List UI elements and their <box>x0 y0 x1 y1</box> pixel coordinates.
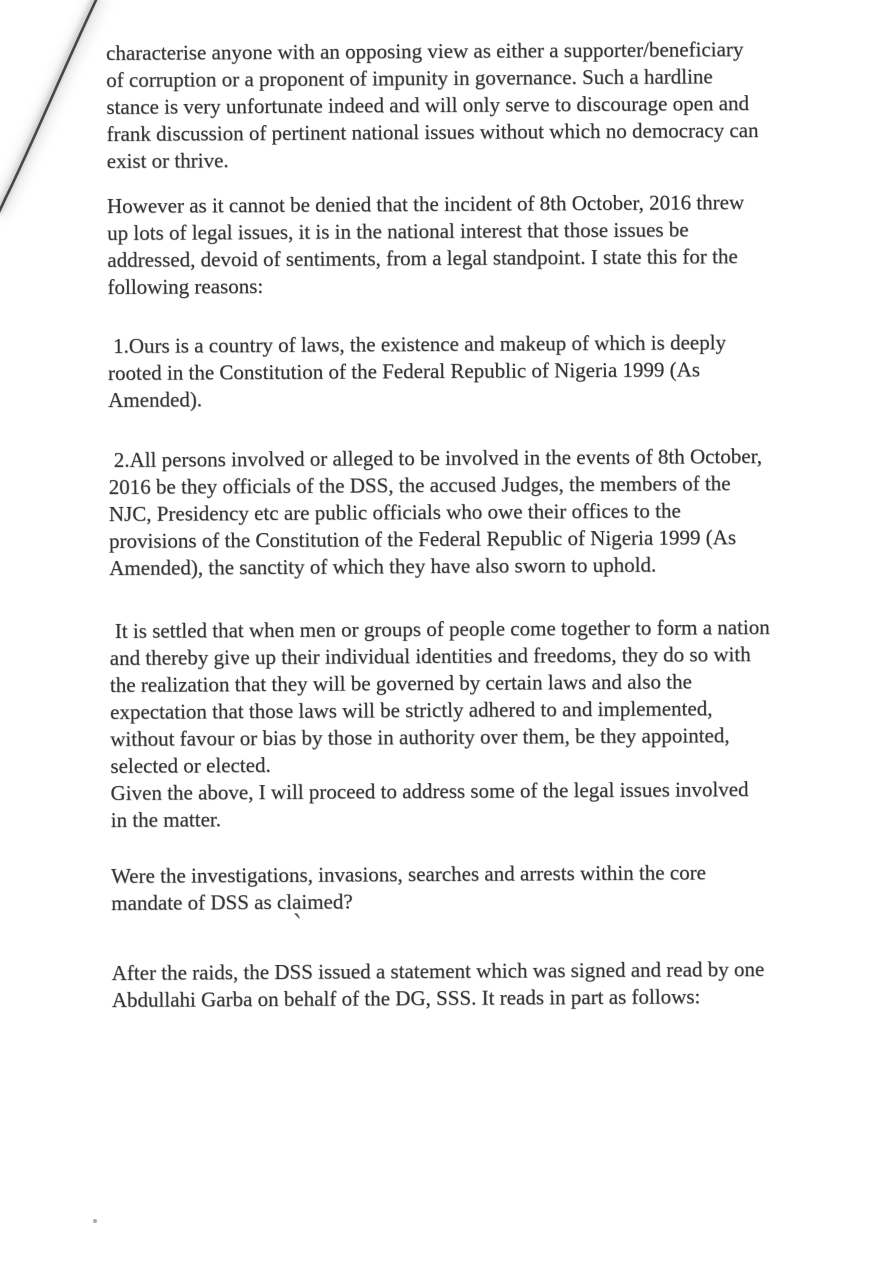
text-line: exist or thrive. <box>106 148 229 173</box>
paragraph-reason-1 <box>108 329 727 414</box>
text-line: following reasons: <box>107 274 264 299</box>
stray-tick-mark: ` <box>288 907 304 942</box>
text-line: characterise anyone with an opposing view as either a supporter/beneficiary <box>106 37 744 65</box>
text-line: frank discussion of pertinent national issues without which no democracy can <box>106 118 759 146</box>
paragraph-reason-2 <box>108 443 762 582</box>
text-line: 2.All persons involved or alleged to be involved in the events of 8th October, <box>108 444 763 472</box>
text-line: mandate of DSS as claimed? <box>111 889 353 915</box>
text-line: It is settled that when men or groups of people come together to form a nation <box>109 614 770 643</box>
text-line: of corruption or a proponent of impunity in governance. Such a hardline <box>106 64 713 92</box>
paragraph-opening-continuation <box>106 36 759 175</box>
text-line: After the raids, the DSS issued a statement which was signed and read by one <box>111 956 765 985</box>
text-line: expectation that those laws will be strictly adhered to and implemented, <box>110 696 713 724</box>
paragraph-however-legal-issues <box>107 189 745 301</box>
text-line: provisions of the Constitution of the Federal Republic of Nigeria 1999 (As <box>108 525 737 553</box>
text-line: Given the above, I will proceed to address some of the legal issues involved <box>110 777 749 805</box>
text-line: in the matter. <box>110 807 222 832</box>
text-line: Amended), the sanctity of which they have also sworn to uphold. <box>109 552 657 580</box>
text-line: the realization that they will be governed by certain laws and also the <box>109 669 692 697</box>
text-line: Abdullahi Garba on behalf of the DG, SSS. It reads in part as follows: <box>111 984 701 1012</box>
text-line: addressed, devoid of sentiments, from a legal standpoint. I state this for the <box>107 244 738 272</box>
text-line: without favour or bias by those in authority over them, be they appointed, <box>110 723 730 751</box>
text-line: Were the investigations, invasions, searches and arrests within the core <box>111 860 707 888</box>
text-line: stance is very unfortunate indeed and will only serve to discourage open and <box>106 91 750 119</box>
text-line: rooted in the Constitution of the Federal Republic of Nigeria 1999 (As <box>107 357 701 385</box>
text-line: Amended). <box>108 387 203 412</box>
paragraph-it-is-settled <box>110 614 771 834</box>
text-line: up lots of legal issues, it is in the national interest that those issues be <box>107 217 689 245</box>
text-line: and thereby give up their individual identities and freedoms, they do so with <box>109 642 751 670</box>
paragraph-question-mandate <box>111 859 706 917</box>
paragraph-after-the-raids <box>112 956 765 1014</box>
text-line: NJC, Presidency etc are public officials who owe their offices to the <box>108 498 681 526</box>
text-line: selected or elected. <box>110 753 271 778</box>
text-line: 1.Ours is a country of laws, the existence and makeup of which is deeply <box>107 330 727 358</box>
scan-speck <box>93 1219 97 1223</box>
text-line: However as it cannot be denied that the incident of 8th October, 2016 threw <box>106 190 745 218</box>
text-line: 2016 be they officials of the DSS, the accused Judges, the members of the <box>108 471 731 499</box>
document-text <box>106 35 860 1050</box>
